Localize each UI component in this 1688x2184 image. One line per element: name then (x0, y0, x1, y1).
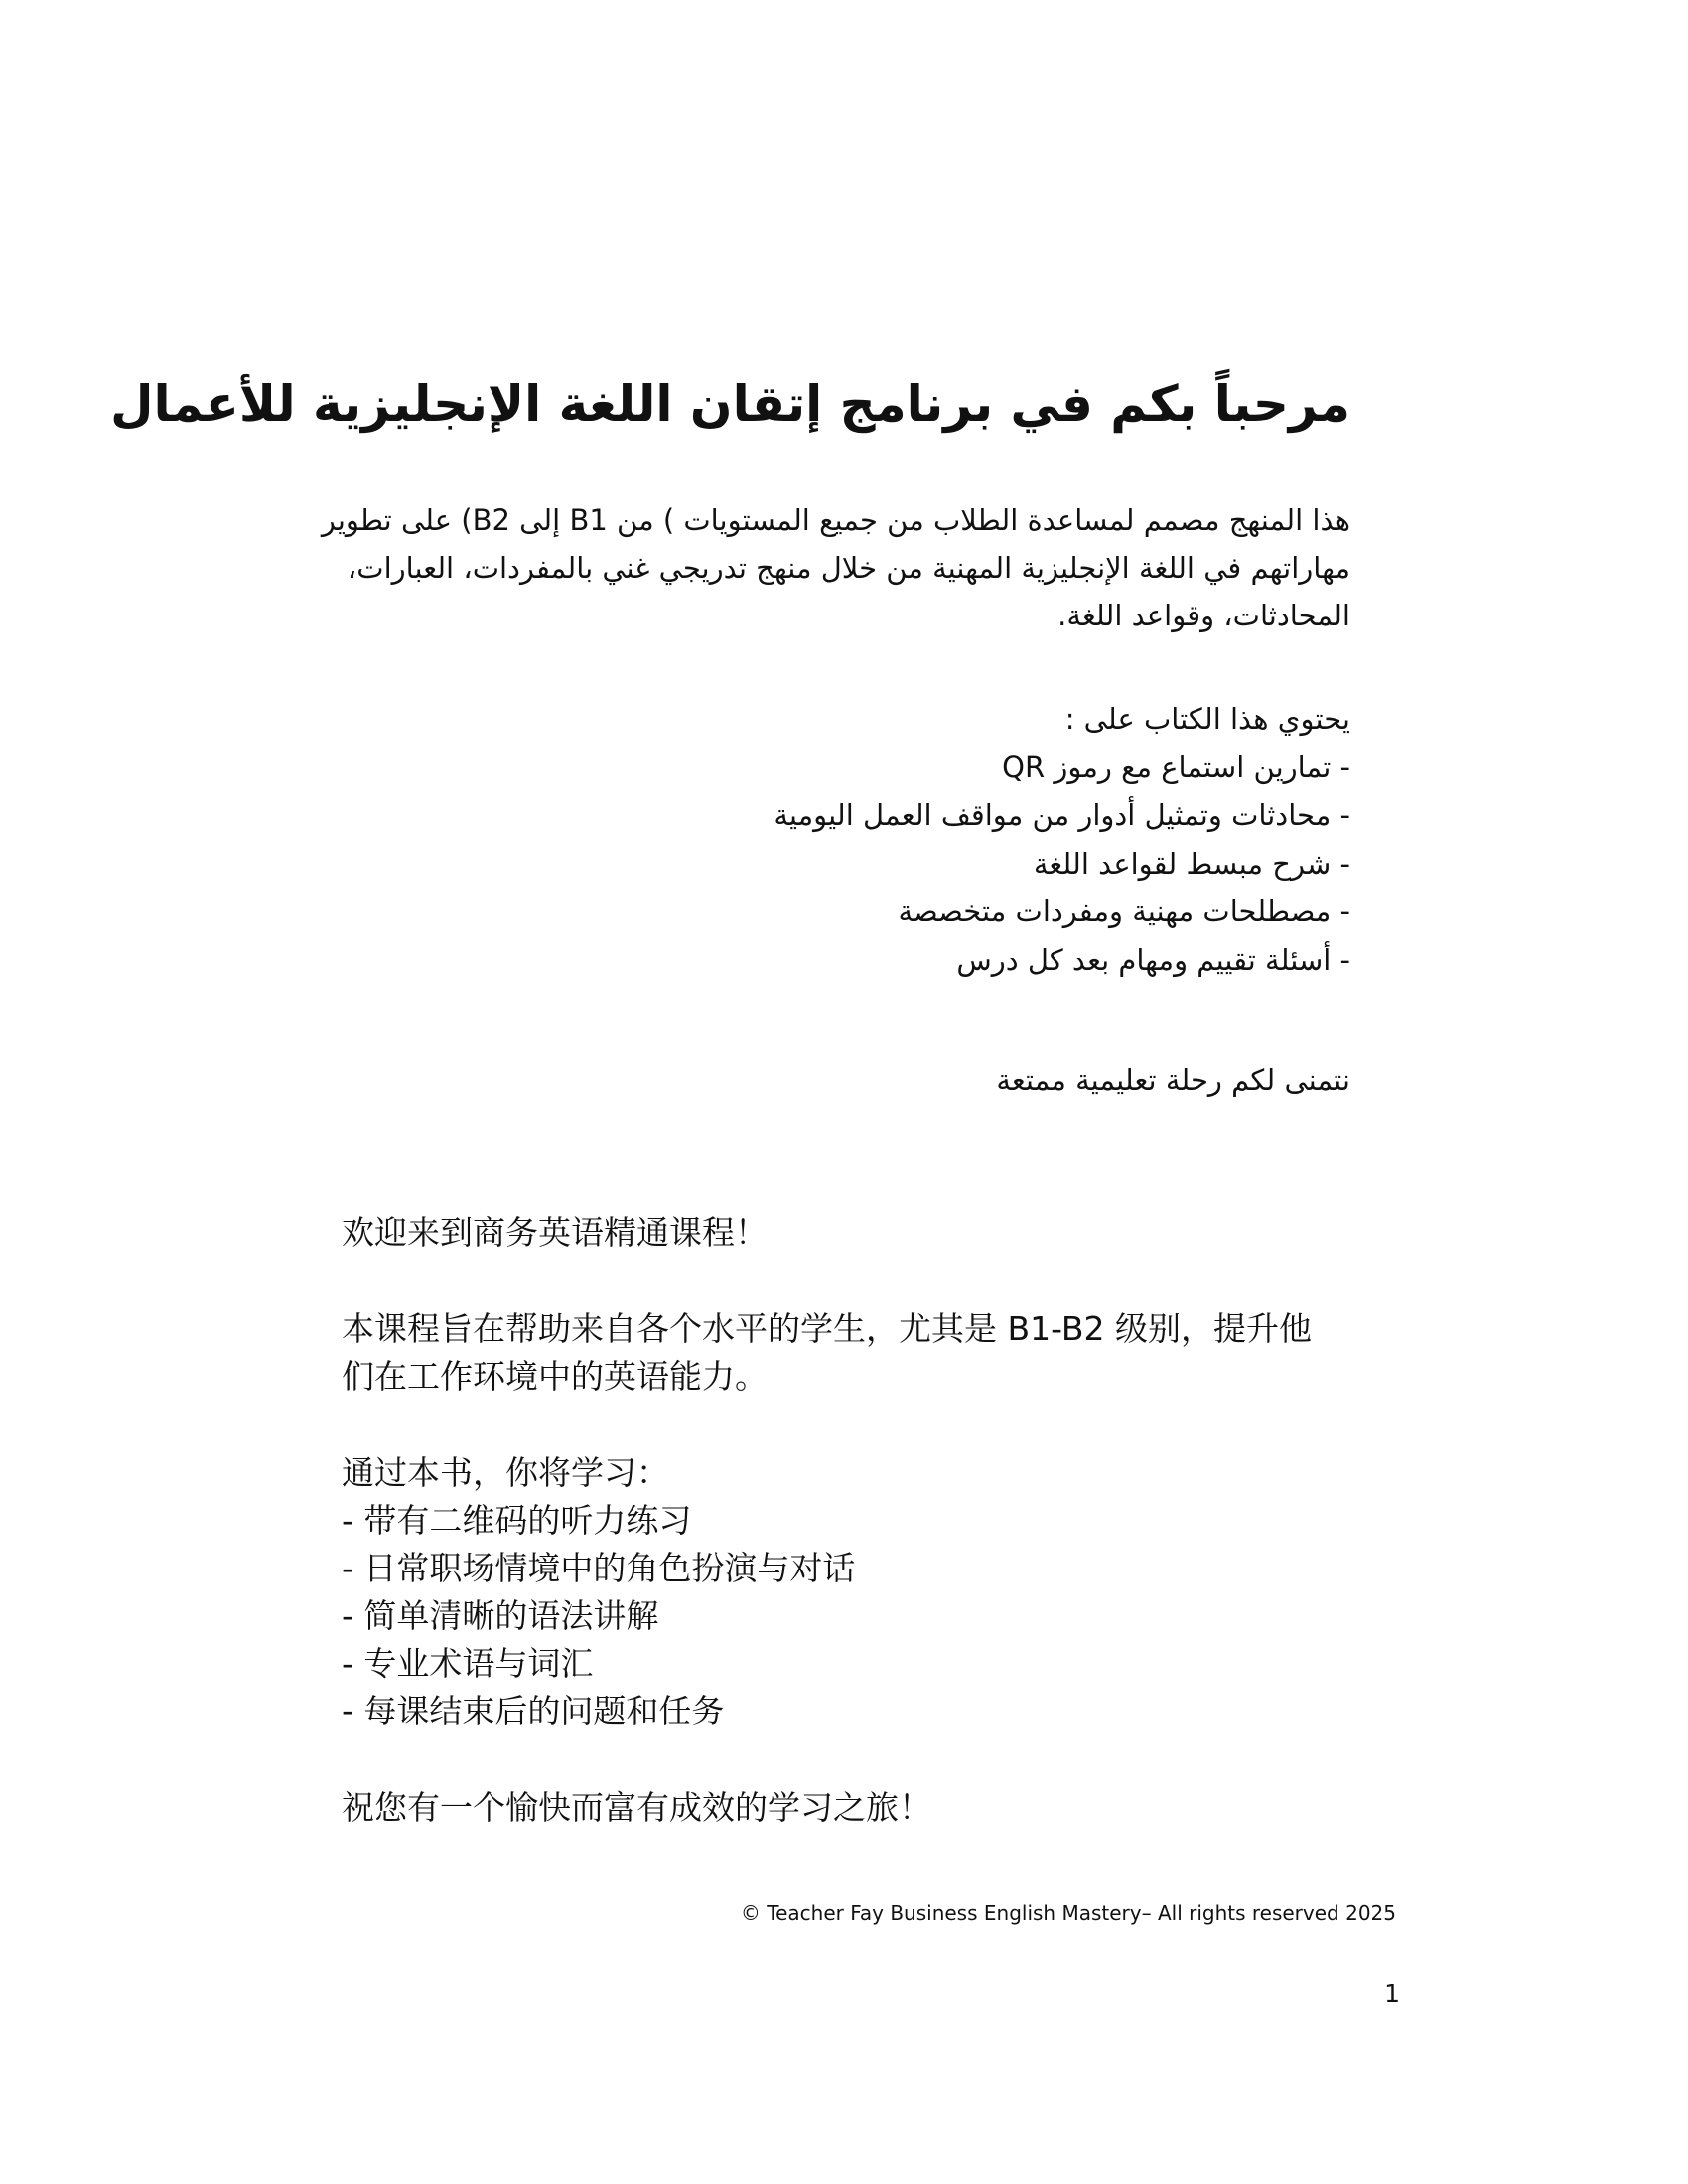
arabic-contents-list (338, 695, 1350, 984)
chinese-list-item: - 每课结束后的问题和任务 (342, 1692, 725, 1730)
arabic-intro-line: هذا المنهج مصمم لمساعدة الطلاب من جميع المستويات ) من B1 إلى B2) على تطوير (321, 503, 1350, 537)
chinese-welcome: 欢迎来到商务英语精通课程！ (342, 1213, 768, 1252)
chinese-closing: 祝您有一个愉快而富有成效的学习之旅！ (342, 1788, 931, 1827)
arabic-intro-paragraph (321, 496, 1350, 639)
page-number: 1 (1384, 1979, 1400, 2008)
chinese-intro-paragraph (342, 1305, 1414, 1401)
chinese-list-item: - 简单清晰的语法讲解 (342, 1596, 659, 1635)
arabic-list-item: - محادثات وتمثيل أدوار من مواقف العمل اليومية (774, 798, 1350, 832)
arabic-closing: نتمنى لكم رحلة تعليمية ممتعة (996, 1063, 1350, 1097)
chinese-list-item: - 日常职场情境中的角色扮演与对话 (342, 1549, 856, 1587)
copyright-footer: © Teacher Fay Business English Mastery– All rights reserved 2025 (740, 1901, 1396, 1925)
arabic-list-item: - تمارين استماع مع رموز QR (1002, 750, 1350, 784)
arabic-list-item: - مصطلحات مهنية ومفردات متخصصة (898, 894, 1350, 928)
chinese-contents-list (342, 1449, 1414, 1735)
arabic-intro-line: مهاراتهم في اللغة الإنجليزية المهنية من خلال منهج تدريجي غني بالمفردات، العبارات، (347, 551, 1350, 585)
arabic-contents-heading: يحتوي هذا الكتاب على : (1064, 702, 1350, 736)
chinese-list-item: - 专业术语与词汇 (342, 1644, 594, 1683)
arabic-intro-line: المحادثات، وقواعد اللغة. (1057, 599, 1350, 632)
chinese-contents-heading: 通过本书，你将学习： (342, 1453, 669, 1492)
chinese-intro-line: 本课程旨在帮助来自各个水平的学生，尤其是 B1-B2 级别，提升他 (342, 1309, 1312, 1348)
chinese-intro-line: 们在工作环境中的英语能力。 (342, 1357, 768, 1396)
arabic-list-item: - شرح مبسط لقواعد اللغة (1033, 846, 1350, 881)
arabic-list-item: - أسئلة تقييم ومهام بعد كل درس (956, 942, 1350, 977)
arabic-title: مرحباً بكم في برنامج إتقان اللغة الإنجليزية للأعمال (110, 375, 1350, 433)
chinese-list-item: - 带有二维码的听力练习 (342, 1501, 692, 1540)
